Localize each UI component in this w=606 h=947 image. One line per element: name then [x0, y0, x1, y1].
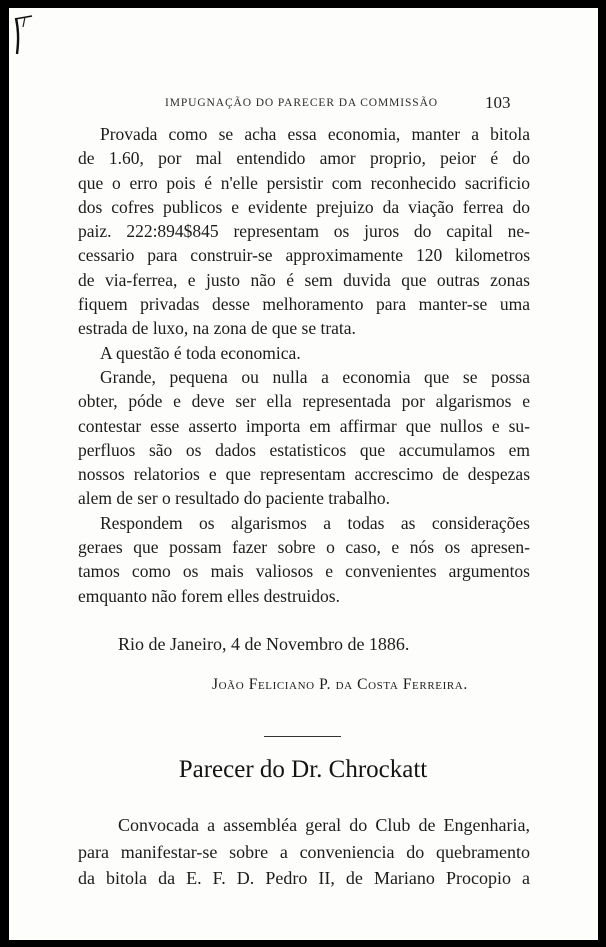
- text-line: que o erro pois é n'elle persistir com reconhecido sacrificio: [78, 172, 530, 193]
- text-line: de 1.60, por mal entendido amor proprio, peior é do: [78, 148, 530, 169]
- signature: João Feliciano P. da Costa Ferreira.: [212, 676, 468, 693]
- text-line: estrada de luxo, na zona de que se trata.: [78, 318, 356, 339]
- text-line: Grande, pequena ou nulla a economia que se possa: [100, 366, 530, 387]
- text-line: obter, póde e deve ser ella representada por algarismos e: [78, 391, 530, 412]
- text-line: A questão é toda economica.: [100, 342, 301, 363]
- body-paragraphs: [78, 122, 530, 608]
- running-header-title: IMPUGNAÇÃO DO PARECER DA COMMISSÃO: [165, 97, 438, 109]
- section-divider: [264, 736, 341, 737]
- page-number: 103: [485, 93, 511, 112]
- text-line: perfluos são os dados estatisticos que accumulamos em: [78, 439, 530, 460]
- ink-mark-icon: [13, 14, 35, 58]
- text-line: nossos relatorios e que representam accrescimo de despezas: [78, 464, 530, 485]
- text-line: dos cofres publicos e evidente prejuizo da viação ferrea do: [78, 196, 530, 217]
- text-line: paiz. 222:894$845 representam os juros do capital ne-: [78, 221, 530, 242]
- text-line: alem de ser o resultado do paciente trabalho.: [78, 488, 390, 509]
- text-line: Provada como se acha essa economia, manter a bitola: [100, 124, 530, 144]
- text-line: para manifestar-se sobre a conveniencia do quebramento: [78, 841, 530, 862]
- text-line: contestar esse asserto importa em affirmar que nullos e su-: [78, 415, 530, 436]
- text-line: geraes que possam fazer sobre o caso, e nós os apresen-: [78, 537, 530, 558]
- text-line: Convocada a assembléa geral do Club de Engenharia,: [118, 815, 530, 835]
- text-line: de via-ferrea, e justo não é sem duvida que outras zonas: [78, 269, 530, 290]
- section-title: Parecer do Dr. Chrockatt: [178, 756, 428, 783]
- section-paragraph: [78, 812, 530, 892]
- text-line: Respondem os algarismos a todas as considerações: [100, 512, 530, 533]
- text-line: tamos como os mais valiosos e convenientes argumentos: [78, 561, 530, 582]
- text-line: cessario para construir-se approximamente 120 kilometros: [78, 245, 530, 266]
- text-line: fiquem privadas desse melhoramento para manter-se uma: [78, 294, 530, 315]
- text-line: emquanto não forem elles destruidos.: [78, 585, 340, 606]
- text-line: da bitola da E. F. D. Pedro II, de Mariano Procopio a: [78, 868, 530, 888]
- dateline: Rio de Janeiro, 4 de Novembro de 1886.: [118, 634, 410, 654]
